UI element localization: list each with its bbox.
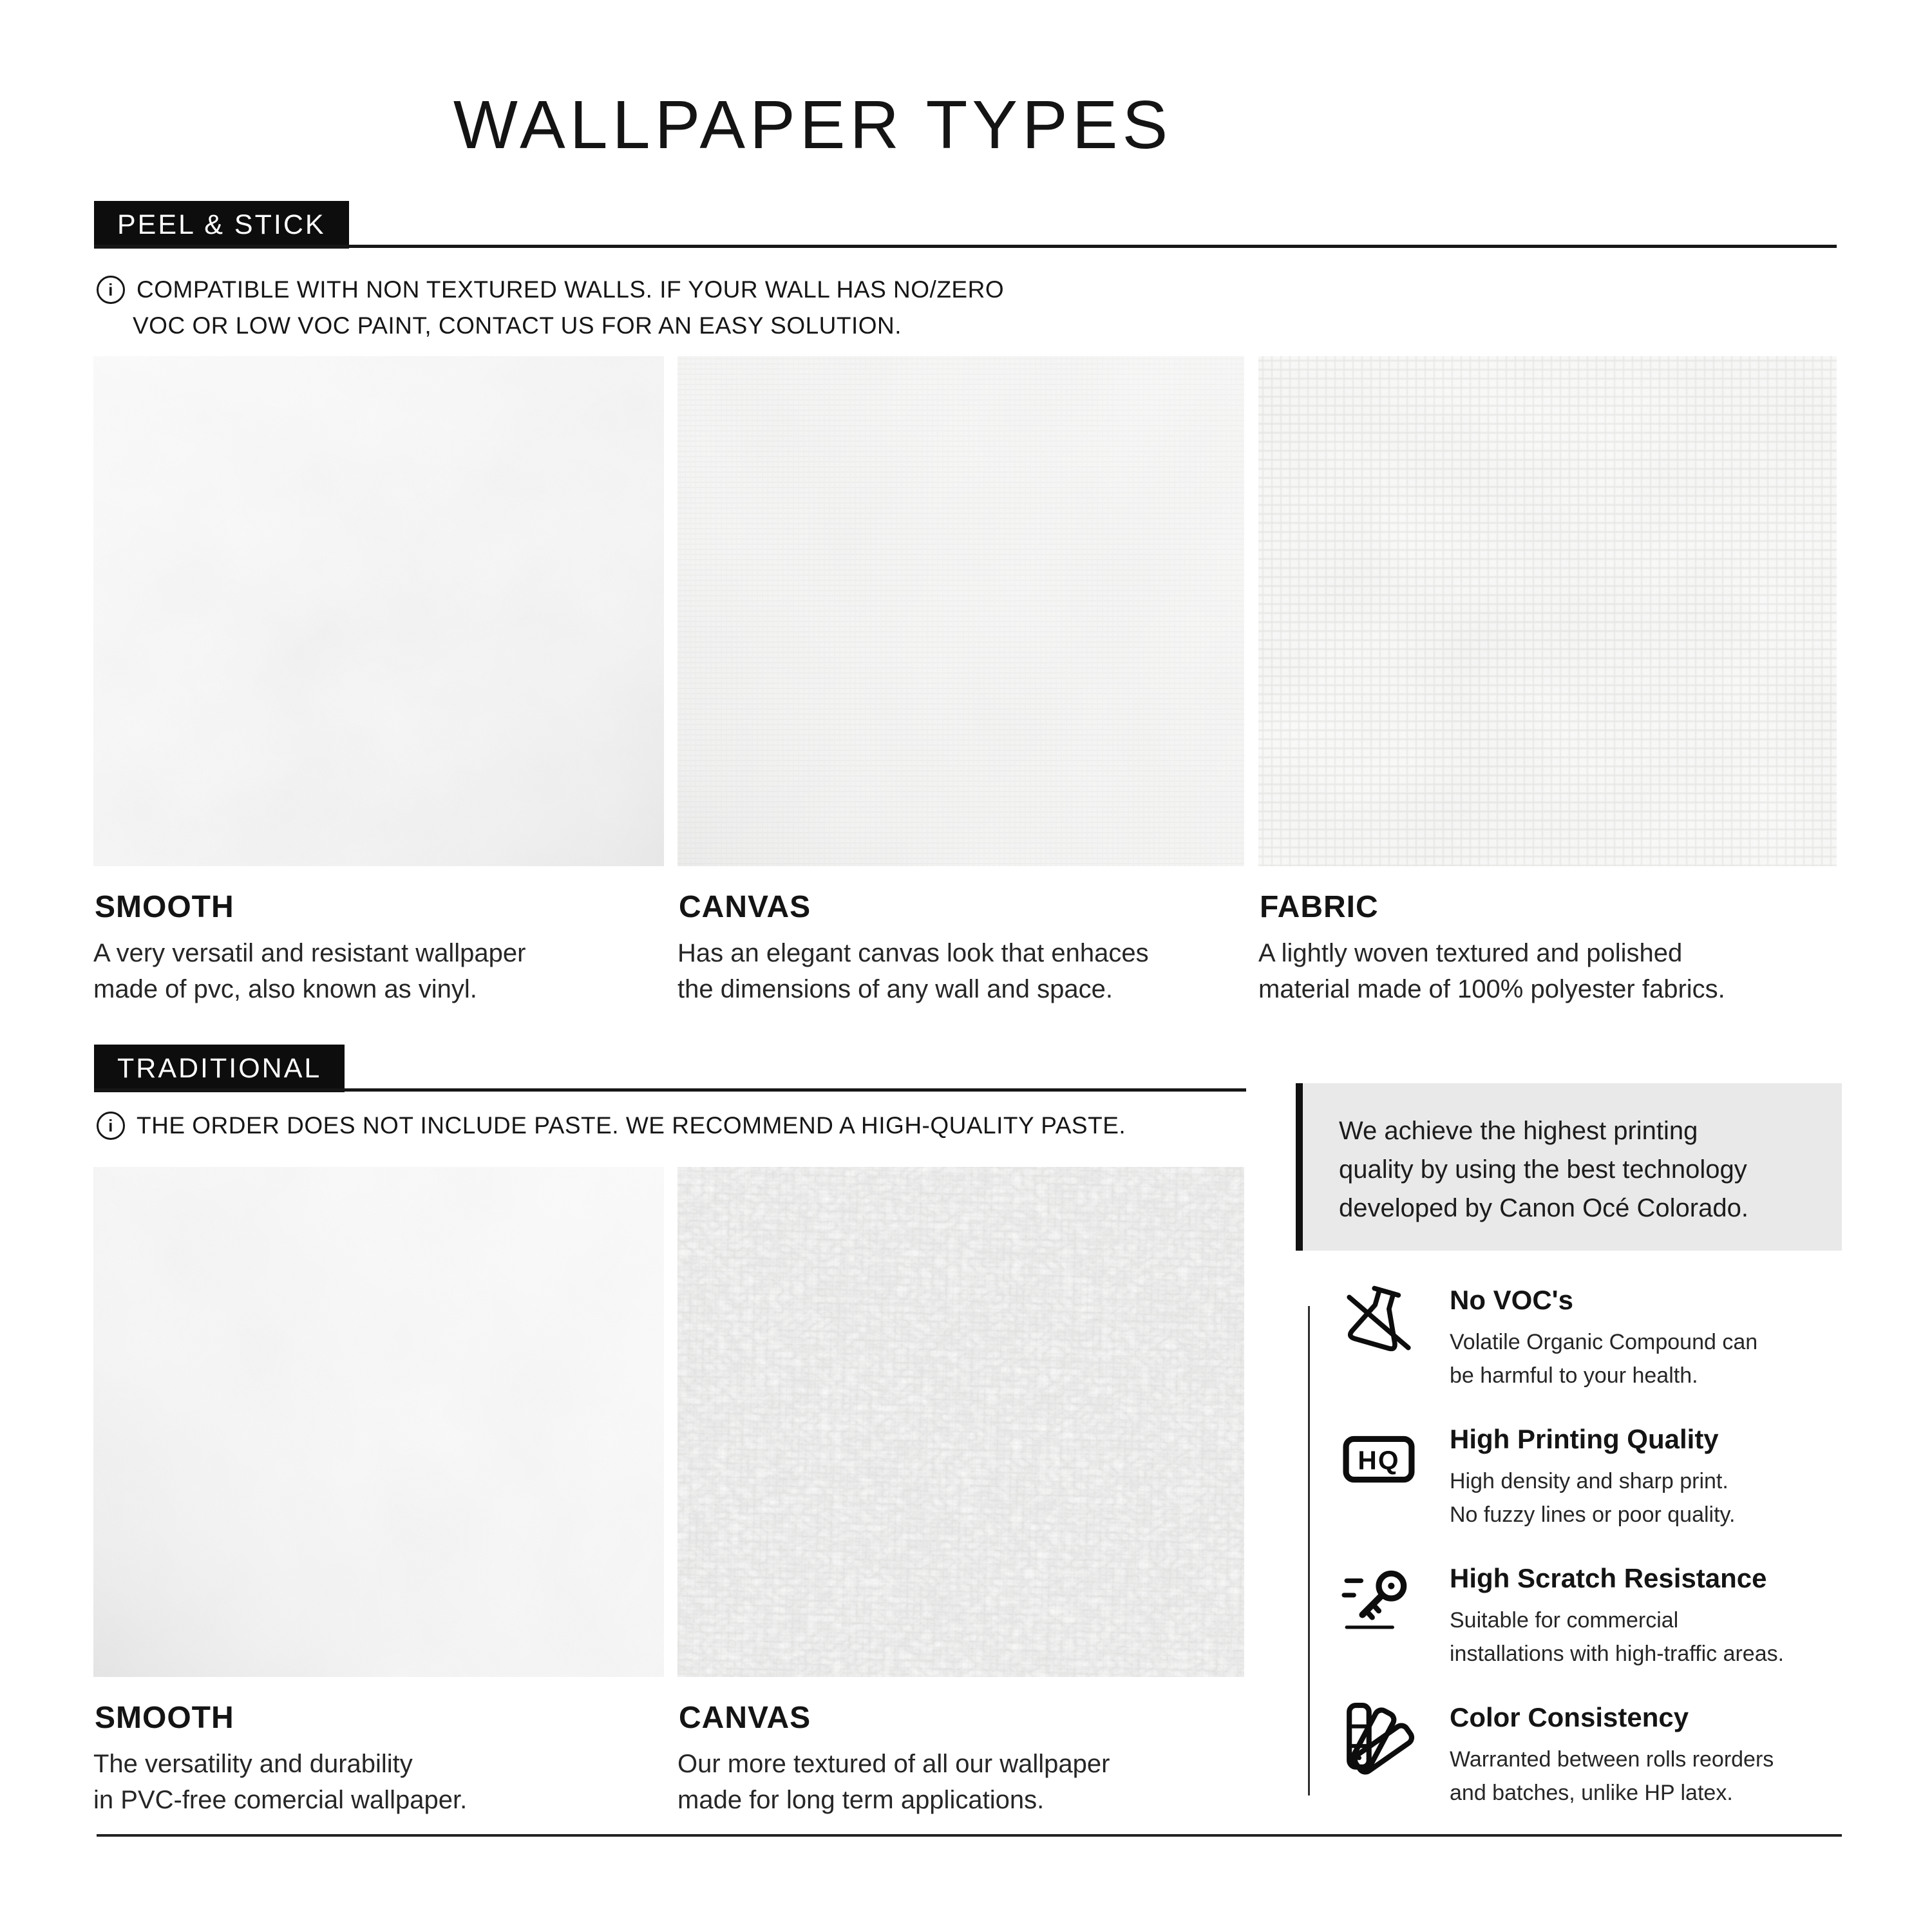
info-icon: i [97, 1112, 125, 1140]
traditional-canvas-column [677, 1167, 1244, 1818]
page-title: WALLPAPER TYPES [453, 87, 1173, 163]
traditional-smooth-column [93, 1167, 664, 1818]
texture-type-description: Has an elegant canvas look that enhaces the dimensions of any wall and space. [677, 939, 1149, 1003]
color-swatch-icon [1343, 1701, 1415, 1774]
texture-type-description: A lightly woven textured and polished material made of 100% polyester fabrics. [1258, 939, 1725, 1003]
feature-color-consistency [1343, 1701, 1864, 1810]
section-label-peel-stick: PEEL & STICK [94, 201, 349, 249]
peel-stick-info-note [97, 276, 1004, 348]
feature-high-printing-quality [1343, 1423, 1864, 1531]
section-label-traditional: TRADITIONAL [94, 1045, 345, 1092]
feature-list [1343, 1284, 1864, 1841]
fine-canvas-texture-image [677, 356, 1244, 866]
feature-title: No VOC's [1450, 1285, 1574, 1315]
smooth-vinyl-texture-image [93, 356, 664, 866]
feature-no-voc [1343, 1284, 1864, 1392]
info-text-line: COMPATIBLE WITH NON TEXTURED WALLS. IF YOUR WALL HAS NO/ZERO [137, 276, 1005, 303]
texture-type-description: Our more textured of all our wallpaper made for long term applications. [677, 1750, 1110, 1814]
callout-accent-bar [1296, 1083, 1303, 1251]
section-rule-traditional [94, 1088, 1246, 1092]
callout-text: We achieve the highest printing quality by using the best technology developed by Canon Océ Colorado. [1303, 1083, 1842, 1251]
woven-fabric-texture-image [1258, 356, 1837, 866]
feature-title: High Scratch Resistance [1450, 1563, 1767, 1593]
section-rule-peel-stick [94, 245, 1837, 248]
hq-badge-icon [1343, 1423, 1415, 1495]
info-text-line: THE ORDER DOES NOT INCLUDE PASTE. WE RECOMMEND A HIGH-QUALITY PASTE. [137, 1112, 1126, 1139]
feature-high-scratch-resistance [1343, 1562, 1864, 1671]
feature-description: Warranted between rolls reorders and batches, unlike HP latex. [1450, 1747, 1774, 1805]
peel-stick-fabric-column [1258, 356, 1837, 1007]
texture-type-description: A very versatil and resistant wallpaper made of pvc, also known as vinyl. [93, 939, 526, 1003]
peel-stick-canvas-column [677, 356, 1244, 1007]
feature-description: Volatile Organic Compound can be harmful to your health. [1450, 1330, 1758, 1388]
smooth-paper-texture-image [93, 1167, 664, 1677]
feature-title: High Printing Quality [1450, 1424, 1719, 1454]
bottom-rule [97, 1834, 1842, 1837]
scratch-key-icon [1343, 1562, 1415, 1634]
texture-type-title: CANVAS [679, 1701, 811, 1735]
texture-type-title: SMOOTH [95, 1701, 234, 1735]
print-quality-callout [1296, 1083, 1842, 1251]
feature-title: Color Consistency [1450, 1702, 1689, 1732]
texture-type-title: FABRIC [1260, 890, 1379, 924]
texture-type-title: CANVAS [679, 890, 811, 924]
rough-canvas-texture-image [677, 1167, 1244, 1677]
info-text-line: VOC OR LOW VOC PAINT, CONTACT US FOR AN EASY SOLUTION. [133, 312, 902, 339]
features-divider-rule [1308, 1306, 1310, 1795]
no-voc-flask-icon [1343, 1284, 1415, 1356]
svg-text:HQ: HQ [1358, 1445, 1400, 1475]
texture-type-title: SMOOTH [95, 890, 234, 924]
info-icon: i [97, 276, 125, 304]
feature-description: Suitable for commercial installations with high-traffic areas. [1450, 1608, 1785, 1666]
traditional-info-note [97, 1112, 1126, 1148]
peel-stick-smooth-column [93, 356, 664, 1007]
feature-description: High density and sharp print. No fuzzy lines or poor quality. [1450, 1469, 1736, 1527]
texture-type-description: The versatility and durability in PVC-free comercial wallpaper. [93, 1750, 468, 1814]
